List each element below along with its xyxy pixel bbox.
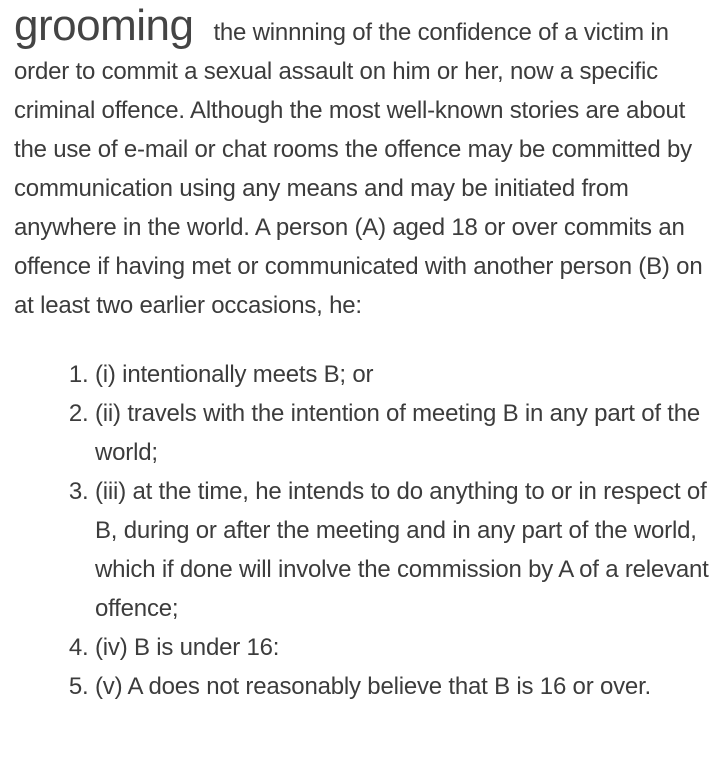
definition-paragraph bbox=[14, 1, 709, 325]
definition-text: the winnning of the confidence of a victim in order to commit a sexual assault on him or her, now a specific criminal offence. Although the most well-known stories are about the use of e-mail or chat rooms the offence may be committed by communication using any means and may be initiated from anywhere in the world. A person (A) aged 18 or over commits an offence if having met or communicated with another person (B) on at least two earlier occasions, he: bbox=[14, 19, 703, 319]
list-item: 3. (iii) at the time, he intends to do anything to or in respect of B, during or after the meeting and in any part of the world, which if done will involve the commission by A of a relevant offence; bbox=[95, 472, 709, 628]
conditions-list bbox=[14, 355, 709, 706]
dictionary-entry bbox=[14, 1, 709, 706]
list-item: 4. (iv) B is under 16: bbox=[95, 628, 709, 667]
list-item: 5. (v) A does not reasonably believe that B is 16 or over. bbox=[95, 667, 709, 706]
list-item: 1. (i) intentionally meets B; or bbox=[95, 355, 709, 394]
headword: grooming bbox=[14, 1, 194, 50]
list-item: 2. (ii) travels with the intention of meeting B in any part of the world; bbox=[95, 394, 709, 472]
